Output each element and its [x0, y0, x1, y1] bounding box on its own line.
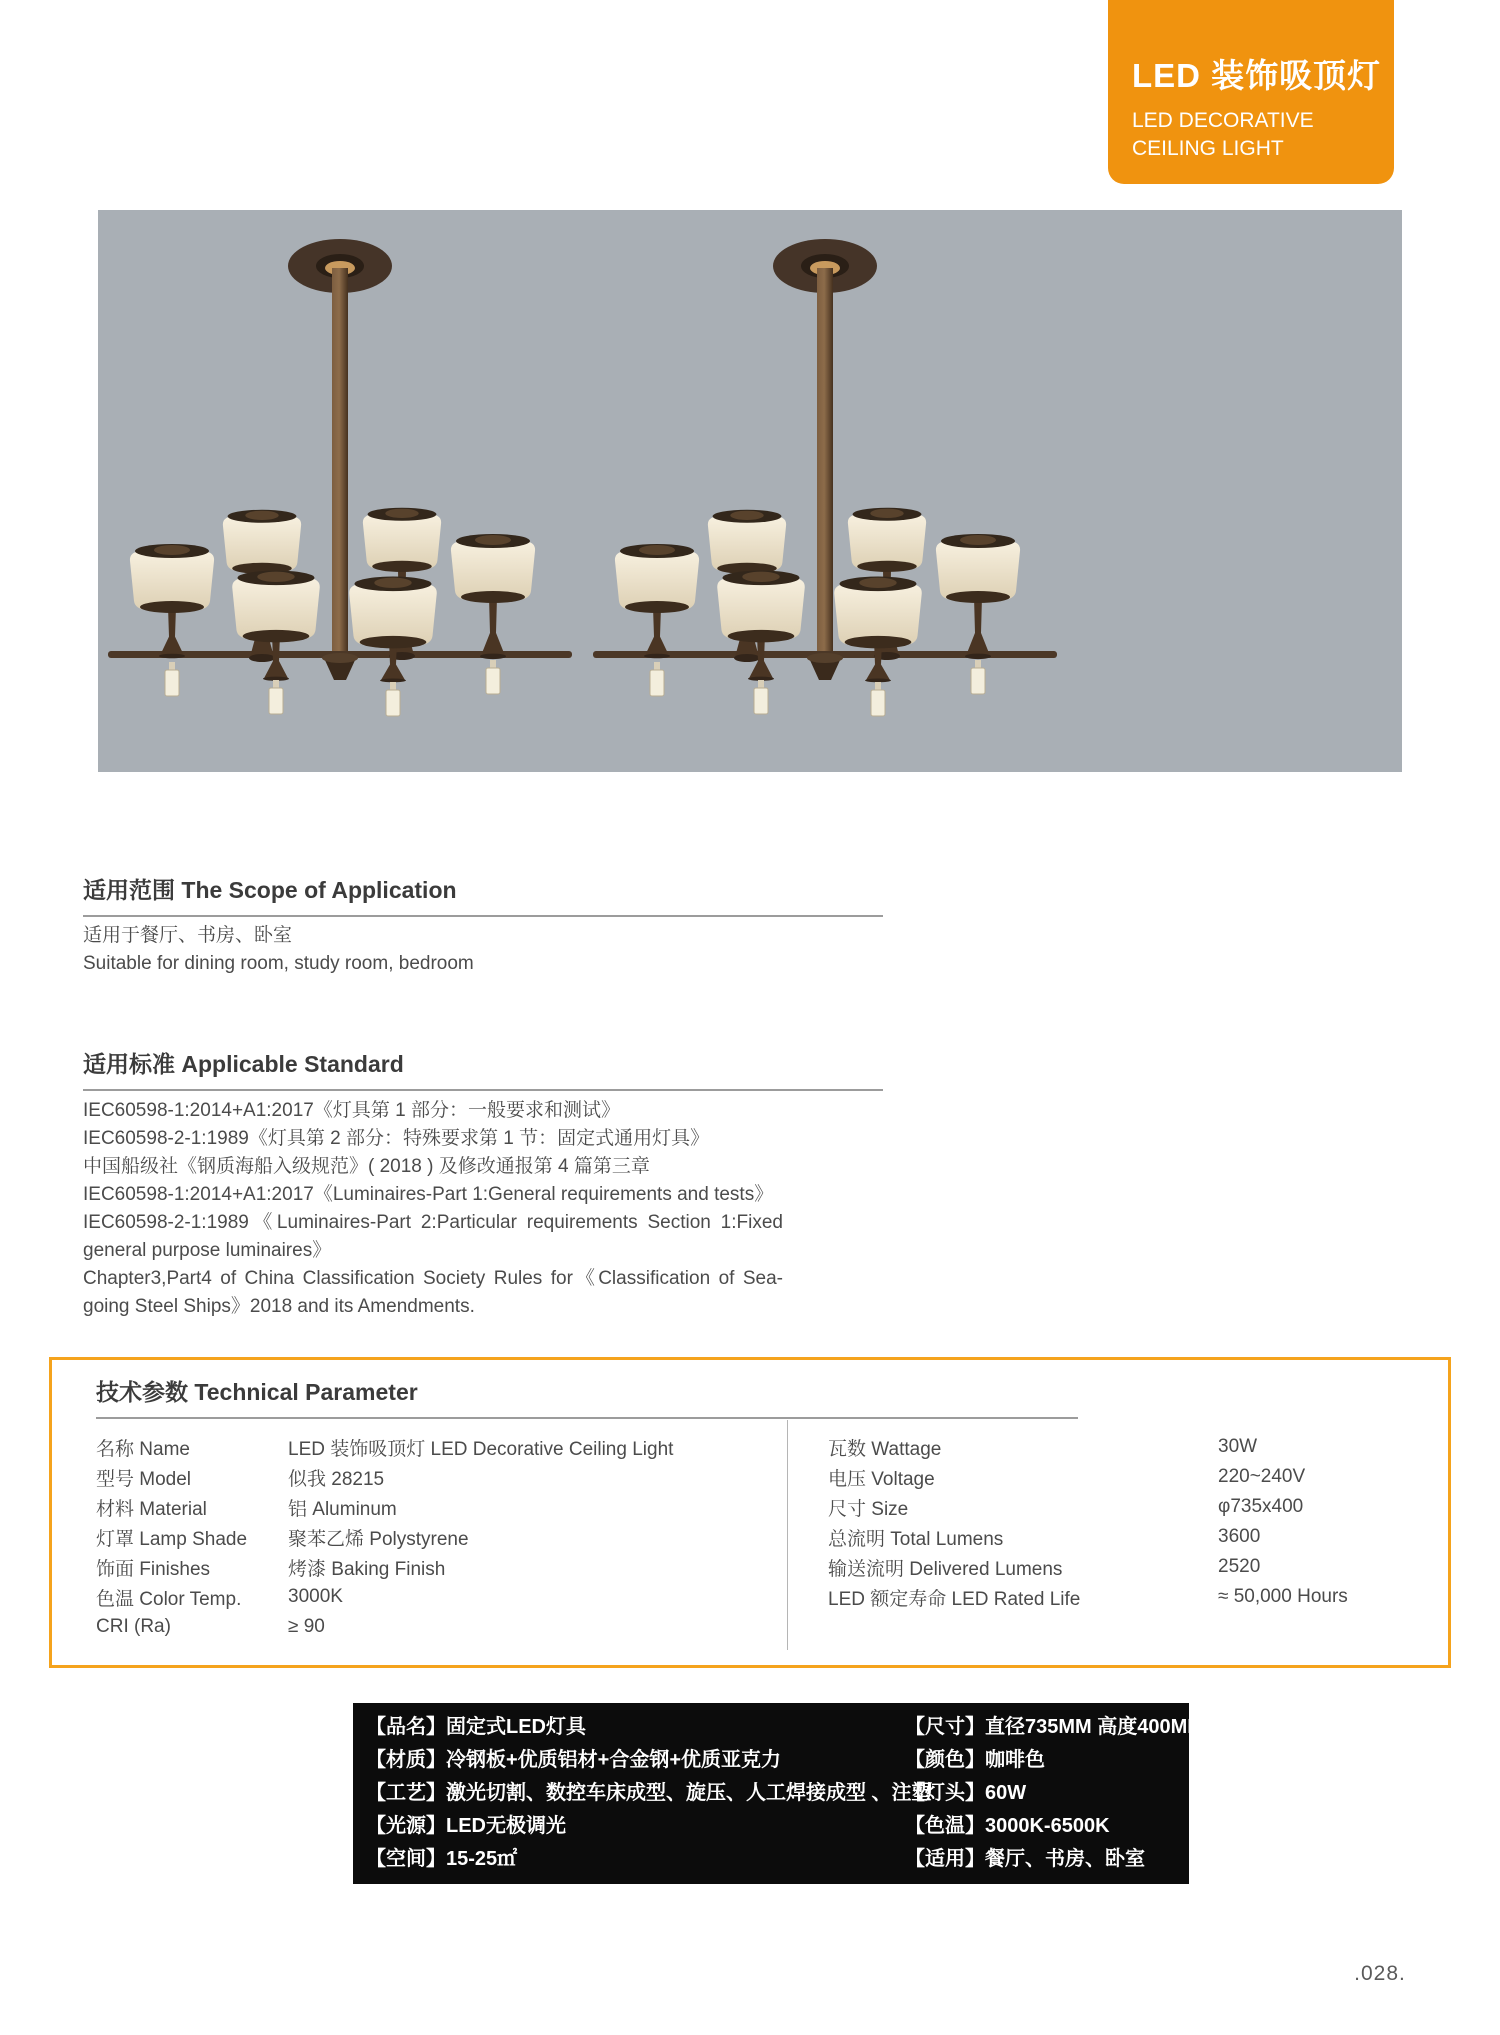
param-value: 似我 28215	[288, 1468, 385, 1490]
table-row	[828, 1492, 1348, 1522]
spec-line: 【工艺】激光切割、数控车床成型、旋压、人工焊接成型 、注塑	[366, 1782, 932, 1804]
param-label: 电压 Voltage	[828, 1468, 935, 1490]
spec-line: 【色温】3000K-6500K	[905, 1815, 1110, 1837]
param-value: 2520	[1218, 1556, 1261, 1577]
scope-text-en: Suitable for dining room, study room, bedroom	[83, 953, 474, 974]
technical-parameter-right-column	[828, 1432, 1348, 1612]
param-label: 输送流明 Delivered Lumens	[828, 1558, 1063, 1580]
category-title-en-line1: LED DECORATIVE	[1132, 109, 1314, 132]
spec-line: 【颜色】咖啡色	[905, 1749, 1045, 1771]
column-divider	[787, 1420, 788, 1650]
table-row	[828, 1582, 1348, 1612]
param-value: ≈ 50,000 Hours	[1218, 1586, 1348, 1607]
table-row	[96, 1462, 673, 1492]
param-label: 型号 Model	[96, 1468, 192, 1490]
category-title-zh: LED 装饰吸顶灯	[1132, 57, 1382, 94]
standard-line: Chapter3,Part4 of China Classification Society Rules for《Classification of Sea-going Steel Ships》2018 and its Amendments.	[83, 1268, 783, 1317]
param-value: LED 装饰吸顶灯 LED Decorative Ceiling Light	[288, 1438, 674, 1460]
category-title-en	[1132, 107, 1394, 163]
param-label: LED 额定寿命 LED Rated Life	[828, 1588, 1081, 1610]
standard-line: IEC60598-1:2014+A1:2017《Luminaires-Part 1:General requirements and tests》	[83, 1184, 774, 1205]
spec-line: 【空间】15-25㎡	[366, 1848, 518, 1870]
param-value: 3600	[1218, 1526, 1261, 1547]
page-number: .028.	[1354, 1962, 1406, 1985]
param-label: 总流明 Total Lumens	[828, 1528, 1004, 1550]
standard-line: 中国船级社《钢质海船入级规范》( 2018 ) 及修改通报第 4 篇第三章	[83, 1156, 650, 1177]
scope-heading: 适用范围 The Scope of Application	[83, 872, 883, 917]
param-value: 铝 Aluminum	[288, 1498, 397, 1520]
spec-box-left-column	[366, 1711, 932, 1876]
category-title-en-line2: CEILING LIGHT	[1132, 137, 1284, 160]
spec-line: 【品名】固定式LED灯具	[366, 1716, 586, 1738]
category-badge	[1108, 0, 1394, 184]
spec-line: 【灯头】60W	[905, 1782, 1027, 1804]
param-label: 材料 Material	[96, 1498, 207, 1520]
standard-line: IEC60598-2-1:1989《Luminaires-Part 2:Particular requirements Section 1:Fixed general purpose luminaires》	[83, 1212, 783, 1261]
spec-line: 【材质】冷钢板+优质铝材+合金钢+优质亚克力	[366, 1749, 782, 1771]
table-row	[828, 1522, 1348, 1552]
param-label: 名称 Name	[96, 1438, 190, 1460]
param-label: 饰面 Finishes	[96, 1558, 211, 1580]
table-row	[96, 1612, 673, 1642]
spec-line: 【光源】LED无极调光	[366, 1815, 566, 1837]
table-row	[96, 1522, 673, 1552]
param-label: 灯罩 Lamp Shade	[96, 1528, 248, 1550]
param-value: 烤漆 Baking Finish	[288, 1558, 446, 1580]
spec-box-right-column	[905, 1711, 1204, 1876]
table-row	[96, 1552, 673, 1582]
standard-line: IEC60598-2-1:1989《灯具第 2 部分：特殊要求第 1 节：固定式通用灯具》	[83, 1128, 710, 1149]
param-value: φ735x400	[1218, 1496, 1304, 1517]
technical-parameter-heading: 技术参数 Technical Parameter	[96, 1374, 1078, 1419]
chandelier-illustration	[98, 210, 1402, 772]
standard-line: IEC60598-1:2014+A1:2017《灯具第 1 部分：一般要求和测试》	[83, 1100, 620, 1121]
table-row	[828, 1432, 1348, 1462]
table-row	[828, 1552, 1348, 1582]
spec-line: 【尺寸】直径735MM 高度400MM	[905, 1716, 1204, 1738]
param-label: 色温 Color Temp.	[96, 1588, 242, 1610]
param-value: 30W	[1218, 1436, 1258, 1457]
table-row	[828, 1462, 1348, 1492]
param-value: 3000K	[288, 1586, 343, 1607]
spec-box	[353, 1703, 1204, 1884]
param-label: 尺寸 Size	[828, 1498, 909, 1520]
param-label: CRI (Ra)	[96, 1616, 171, 1637]
scope-body	[83, 922, 474, 978]
product-photo	[98, 210, 1402, 772]
scope-text-zh: 适用于餐厅、书房、卧室	[83, 925, 293, 946]
table-row	[96, 1432, 673, 1462]
technical-parameter-left-column	[96, 1432, 673, 1642]
param-value: 220~240V	[1218, 1466, 1306, 1487]
photo-background	[98, 210, 1402, 772]
technical-parameter-box	[49, 1357, 1451, 1668]
param-value: 聚苯乙烯 Polystyrene	[288, 1528, 469, 1550]
table-row	[96, 1582, 673, 1612]
param-value: ≥ 90	[288, 1616, 325, 1637]
standard-heading: 适用标准 Applicable Standard	[83, 1046, 883, 1091]
standard-body	[83, 1097, 783, 1321]
param-label: 瓦数 Wattage	[828, 1438, 942, 1460]
spec-line: 【适用】餐厅、书房、卧室	[905, 1848, 1145, 1870]
table-row	[96, 1492, 673, 1522]
